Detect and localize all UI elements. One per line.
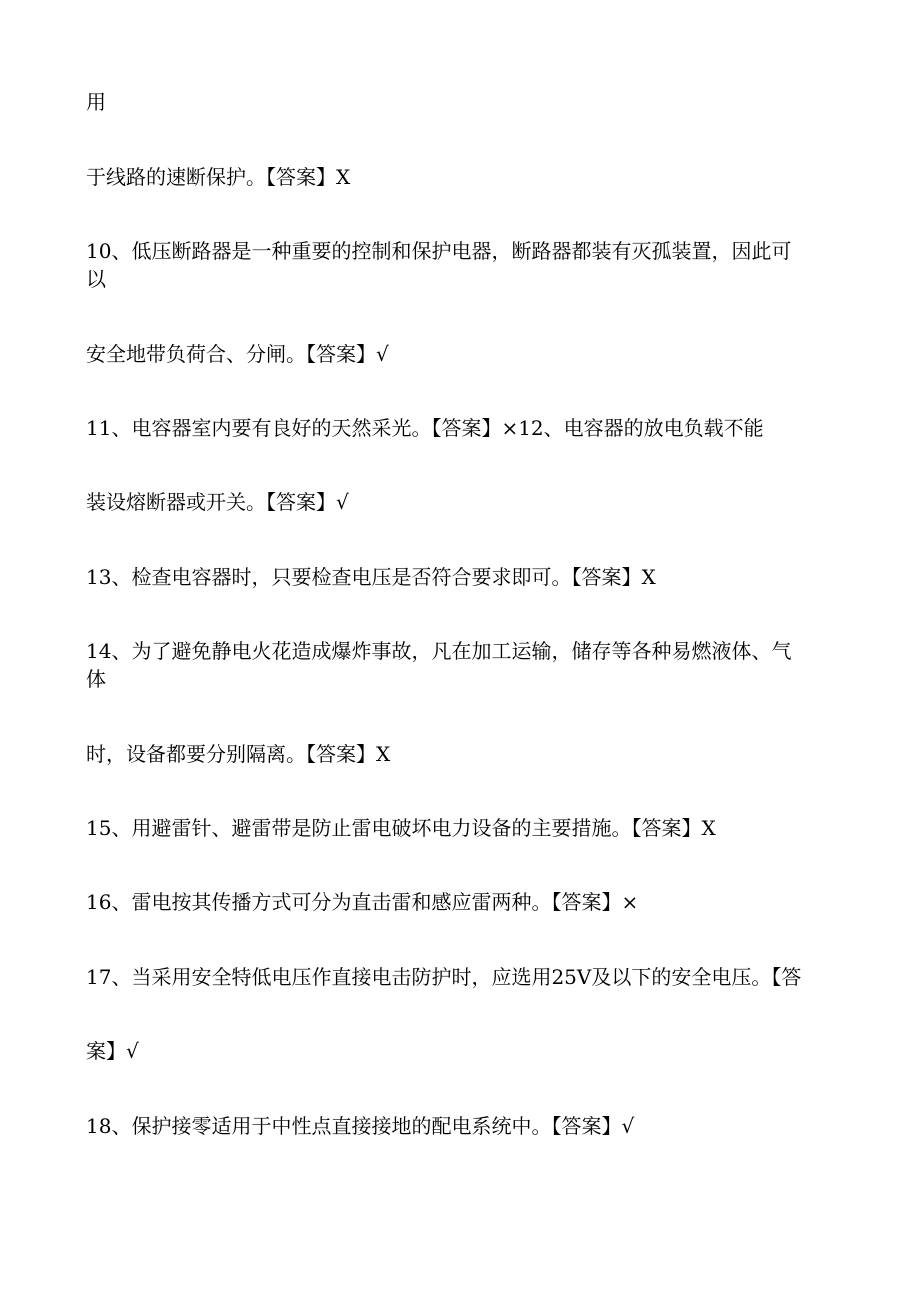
question-14-line-2: 体	[86, 667, 106, 691]
question-16-line: 16、雷电按其传播方式可分为直击雷和感应雷两种。【答案】×	[86, 890, 639, 914]
question-17-line-1: 17、当采用安全特低电压作直接电击防护时，应选用25V及以下的安全电压。【答	[86, 965, 802, 989]
question-18-line: 18、保护接零适用于中性点直接接地的配电系统中。【答案】√	[86, 1114, 635, 1138]
question-15-line: 15、用避雷针、避雷带是防止雷电破坏电力设备的主要措施。【答案】X	[86, 816, 716, 840]
question-10-line-3: 安全地带负荷合、分闸。【答案】√	[86, 342, 389, 366]
text-line-2: 于线路的速断保护。【答案】X	[86, 165, 351, 189]
question-17-line-2: 案】√	[86, 1039, 139, 1063]
question-12-line-2: 装设熔断器或开关。【答案】√	[86, 490, 349, 514]
text-line-1: 用	[86, 90, 106, 114]
question-10-line-2: 以	[86, 267, 106, 291]
question-11-line: 11、电容器室内要有良好的天然采光。【答案】×12、电容器的放电负载不能	[86, 416, 764, 440]
question-10-line-1: 10、低压断路器是一种重要的控制和保护电器，断路器都装有灭孤装置，因此可	[86, 239, 792, 263]
question-13-line: 13、检查电容器时，只要检查电压是否符合要求即可。【答案】X	[86, 565, 656, 589]
question-14-line-1: 14、为了避免静电火花造成爆炸事故，凡在加工运输，储存等各种易燃液体、气	[86, 639, 792, 663]
question-14-line-3: 时，设备都要分别隔离。【答案】X	[86, 742, 391, 766]
